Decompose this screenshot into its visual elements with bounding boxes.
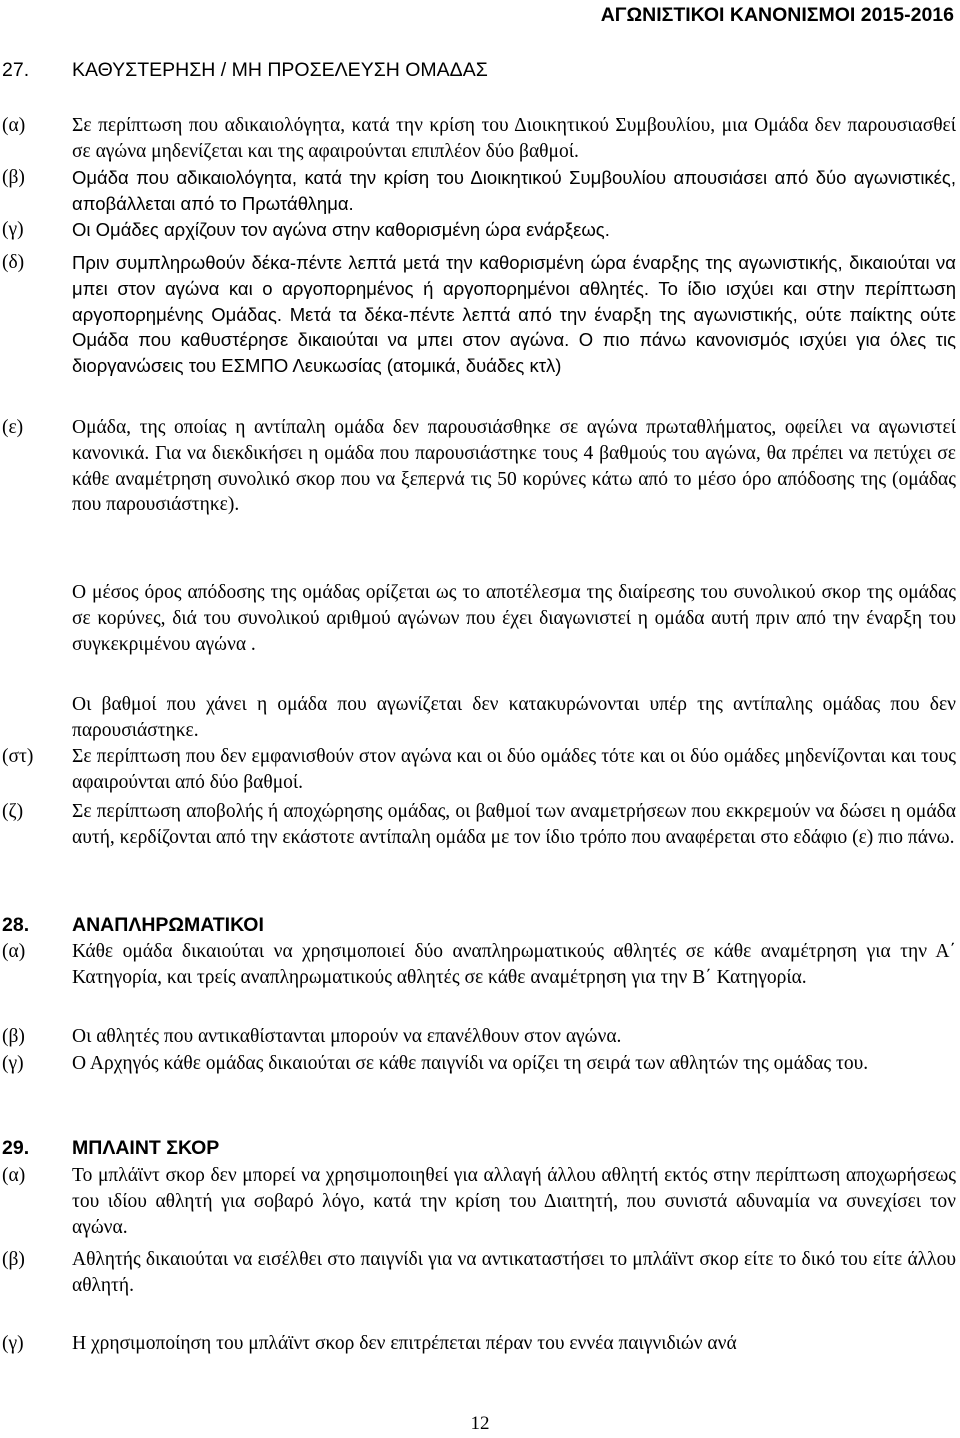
- clause-27-e-paragraph-2: Ο μέσος όρος απόδοσης της ομάδας ορίζεται ως το αποτέλεσμα της διαίρεσης του συνολικού σκορ της ομάδας σε κορύνες, διά του συνολικού αριθμού αγώνων που έχει διαγωνιστεί η ομάδα αυτή πριν από την έναρξη του συγκεκριμένου αγώνα .: [72, 582, 956, 655]
- clause-label: (α): [2, 1165, 26, 1186]
- section-title: ΚΑΘΥΣΤΕΡΗΣΗ / ΜΗ ΠΡΟΣΕΛΕΥΣΗ ΟΜΑΔΑΣ: [72, 59, 488, 81]
- clause-text: Σε περίπτωση που δεν εμφανισθούν στον αγώνα και οι δύο ομάδες τότε και οι δύο ομάδες μηδενίζονται και τους αφαιρούνται από δύο βαθμοί.: [72, 746, 956, 793]
- clause-27-a: [0, 113, 958, 165]
- clause-text: Κάθε ομάδα δικαιούται να χρησιμοποιεί δύο αναπληρωματικούς αθλητές σε κάθε αναμέτρηση για την Α΄ Κατηγορία, και τρείς αναπληρωματικούς αθλητές σε κάθε αναμέτρηση για την Β΄ Κατηγορία.: [72, 941, 956, 988]
- clause-label: (β): [2, 1249, 25, 1270]
- clause-label: (ζ): [2, 801, 24, 822]
- clause-label: (α): [2, 115, 26, 136]
- clause-28-c: [0, 1051, 958, 1077]
- clause-text: Ο Αρχηγός κάθε ομάδας δικαιούται σε κάθε παιγνίδι να ορίζει τη σειρά των αθλητών της ομάδας του.: [72, 1053, 869, 1074]
- clause-label: (γ): [2, 1333, 24, 1354]
- clause-27-st: [0, 744, 958, 796]
- clause-text: Το μπλάϊντ σκορ δεν μπορεί να χρησιμοποιηθεί για αλλαγή άλλου αθλητή εκτός στην περίπτωση αποχωρήσεως του ιδίου αθλητή για σοβαρό λόγο, κατά την κρίση του Διαιτητή, που συνιστά αδυναμία να συνεχίσει τον αγώνα.: [72, 1165, 956, 1238]
- section-title: ΜΠΛΑΙΝΤ ΣΚΟΡ: [72, 1137, 220, 1159]
- clause-27-b: [0, 165, 958, 217]
- document-header: ΑΓΩΝΙΣΤΙΚΟΙ ΚΑΝΟΝΙΣΜΟΙ 2015-2016: [600, 4, 954, 26]
- clause-27-e-paragraph-3: Οι βαθμοί που χάνει η ομάδα που αγωνίζεται δεν κατακυρώνονται υπέρ της αντίπαλης ομάδας που δεν παρουσιάστηκε.: [72, 694, 956, 741]
- clause-text: Οι Ομάδες αρχίζουν τον αγώνα στην καθορισμένη ώρα ενάρξεως.: [72, 219, 610, 240]
- clause-text: Ομάδα που αδικαιολόγητα, κατά την κρίση του Διοικητικού Συμβουλίου απουσιάσει από δύο αγωνιστικές, αποβάλλεται από το Πρωτάθλημα.: [72, 167, 956, 214]
- clause-27-d: [0, 250, 958, 379]
- clause-text: Αθλητής δικαιούται να εισέλθει στο παιγνίδι για να αντικαταστήσει το μπλάϊντ σκορ είτε το δικό του είτε άλλου αθλητή.: [72, 1249, 956, 1296]
- clause-label: (β): [2, 167, 25, 188]
- section-number: 28.: [2, 914, 30, 936]
- clause-27-c: [0, 217, 958, 243]
- clause-28-b: [0, 1024, 958, 1050]
- clause-label: (στ): [2, 746, 34, 767]
- clause-text: Οι αθλητές που αντικαθίστανται μπορούν να επανέλθουν στον αγώνα.: [72, 1026, 622, 1047]
- clause-29-b: [0, 1247, 958, 1299]
- clause-27-e: [0, 415, 958, 518]
- clause-27-z: [0, 799, 958, 851]
- clause-28-a: [0, 939, 958, 991]
- clause-text: Σε περίπτωση που αδικαιολόγητα, κατά την κρίση του Διοικητικού Συμβουλίου, μια Ομάδα δεν παρουσιασθεί σε αγώνα μηδενίζεται και της αφαιρούνται επιπλέον δύο βαθμοί.: [72, 115, 956, 162]
- clause-29-c: [0, 1331, 958, 1357]
- clause-label: (ε): [2, 417, 24, 438]
- clause-label: (α): [2, 941, 26, 962]
- clause-label: (γ): [2, 219, 24, 240]
- clause-label: (γ): [2, 1053, 24, 1074]
- clause-text: Ομάδα, της οποίας η αντίπαλη ομάδα δεν παρουσιάσθηκε σε αγώνα πρωταθλήματος, οφείλει να αγωνιστεί κανονικά. Για να διεκδικήσει η ομάδα που παρουσιάστηκε τους 4 βαθμούς του αγώνα, θα πρέπει να πετύχει σε κάθε αναμέτρηση συνολικό σκορ που να ξεπερνά τις 50 κορύνες κάτω από το μέσο όρο απόδοσης της (ομάδας που παρουσιάστηκε).: [72, 417, 956, 516]
- page-number: 12: [470, 1413, 490, 1434]
- clause-label: (β): [2, 1026, 25, 1047]
- section-number: 29.: [2, 1137, 30, 1159]
- section-title: ΑΝΑΠΛΗΡΩΜΑΤΙΚΟΙ: [72, 914, 264, 936]
- section-number: 27.: [2, 59, 30, 81]
- clause-text: Σε περίπτωση αποβολής ή αποχώρησης ομάδας, οι βαθμοί των αναμετρήσεων που εκκρεμούν να δώσει η ομάδα αυτή, κερδίζονται από την εκάστοτε αντίπαλη ομάδα με τον ίδιο τρόπο που αναφέρεται στο εδάφιο (ε) πιο πάνω.: [72, 801, 956, 848]
- clause-label: (δ): [2, 252, 25, 273]
- clause-text: Η χρησιμοποίηση του μπλάϊντ σκορ δεν επιτρέπεται πέραν του εννέα παιγνιδιών ανά: [72, 1333, 737, 1354]
- clause-29-a: [0, 1163, 958, 1240]
- clause-text: Πριν συμπληρωθούν δέκα-πέντε λεπτά μετά την καθορισμένη ώρα έναρξης της αγωνιστικής, δικαιούται να μπει στον αγώνα και ο αργοπορημένος ή αργοπορημένοι αθλητές. Το ίδιο ισχύει και στην περίπτωση αργοπορημένης Ομάδας. Μετά τα δέκα-πέντε λεπτά από την έναρξη της αγωνιστικής, ούτε παίκτης ούτε Ομάδα που καθυστέρησε δικαιούται να μπει στον αγώνα. Ο πιο πάνω κανονισμός ισχύει για όλες τις διοργανώσεις του ΕΣΜΠΟ Λευκωσίας (ατομικά, δυάδες κτλ): [72, 252, 956, 377]
